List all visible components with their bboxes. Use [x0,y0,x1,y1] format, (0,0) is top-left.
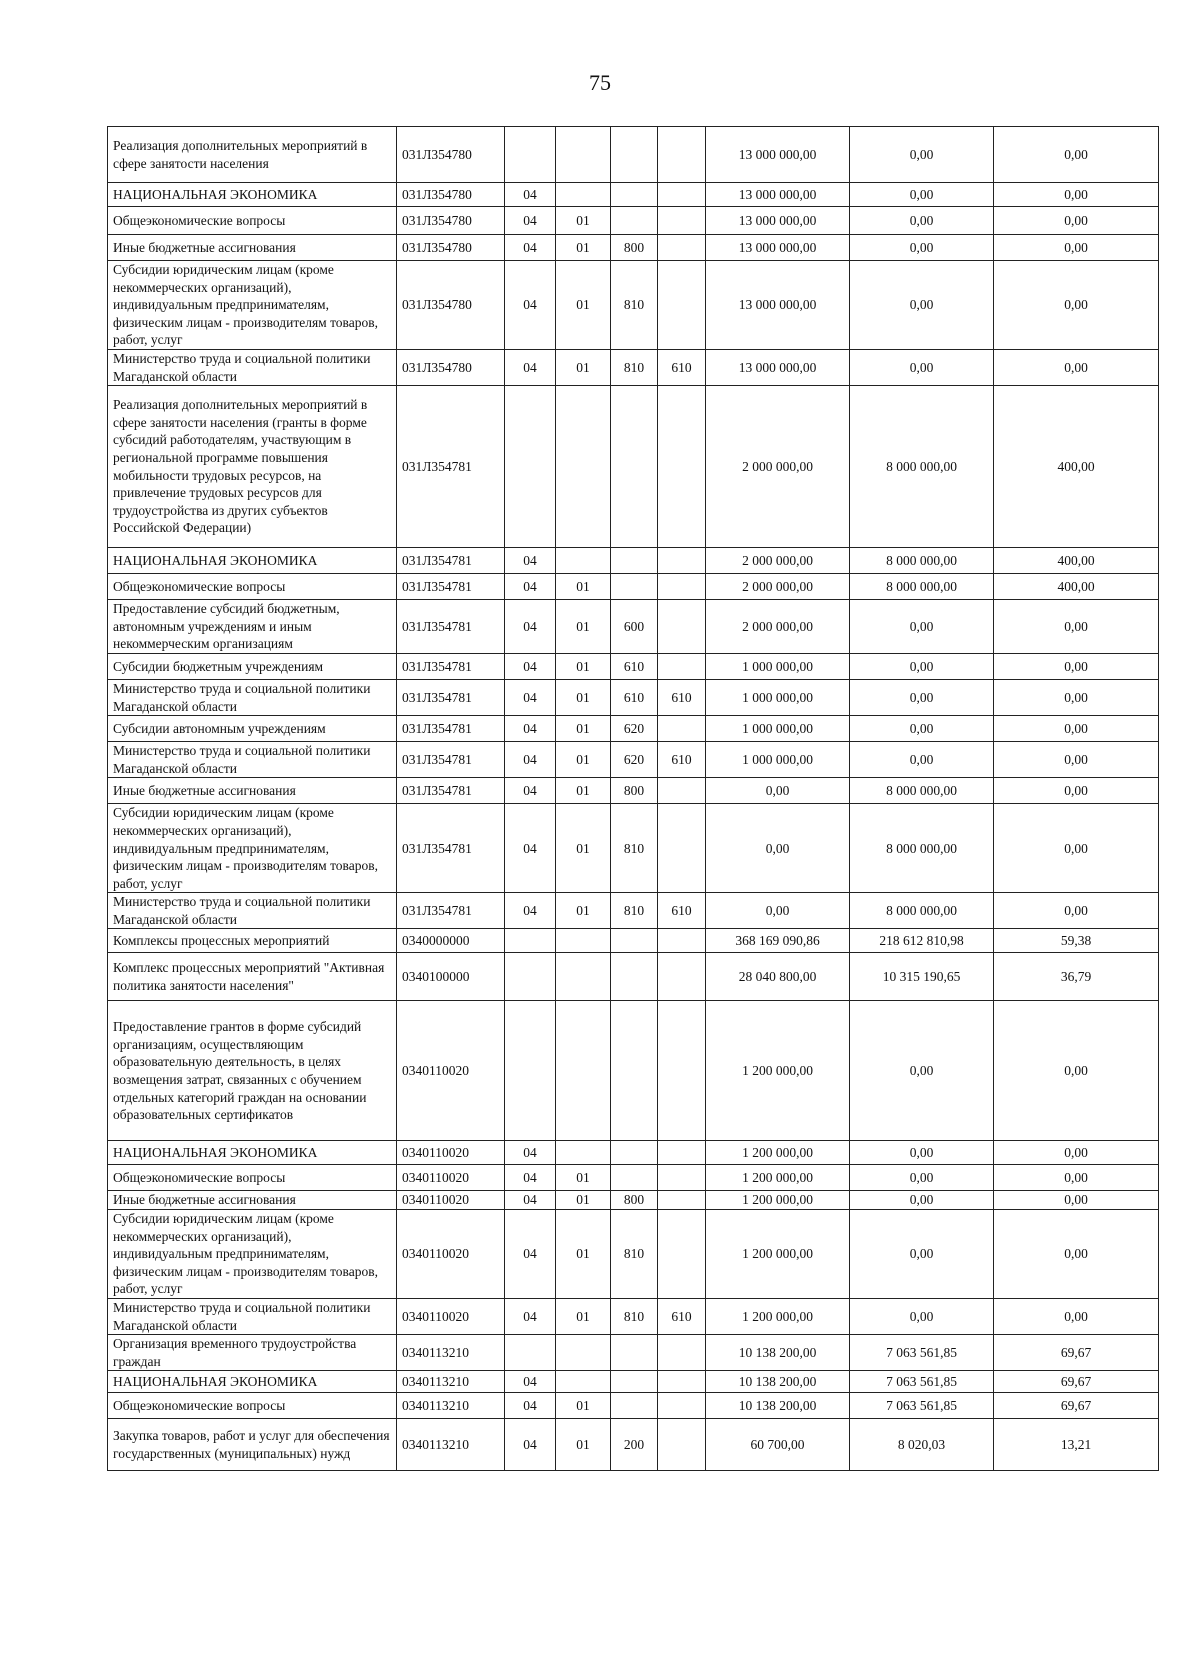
cell-code: 031Л354780 [397,207,505,235]
cell-section: 04 [505,778,556,804]
cell-code: 031Л354781 [397,386,505,548]
cell-plan: 1 200 000,00 [706,1001,850,1141]
cell-plan: 60 700,00 [706,1419,850,1471]
cell-code: 031Л354780 [397,127,505,183]
cell-percent: 36,79 [994,953,1159,1001]
cell-name: Иные бюджетные ассигнования [108,778,397,804]
table-row [108,235,1159,261]
cell-expense-type: 810 [611,349,658,385]
cell-plan: 1 200 000,00 [706,1141,850,1165]
cell-fact: 0,00 [850,600,994,654]
cell-fact: 7 063 561,85 [850,1393,994,1419]
cell-fact: 8 000 000,00 [850,778,994,804]
cell-code: 031Л354780 [397,183,505,207]
cell-subsection: 01 [556,1393,611,1419]
cell-plan: 1 200 000,00 [706,1165,850,1191]
table-row [108,929,1159,953]
cell-section: 04 [505,716,556,742]
table-row [108,548,1159,574]
cell-fact: 0,00 [850,1299,994,1335]
cell-percent: 0,00 [994,653,1159,679]
cell-section [505,386,556,548]
cell-plan: 10 138 200,00 [706,1371,850,1393]
cell-section [505,1001,556,1141]
table-row [108,1165,1159,1191]
cell-fact: 8 000 000,00 [850,386,994,548]
table-row [108,127,1159,183]
cell-plan: 2 000 000,00 [706,386,850,548]
cell-code: 031Л354781 [397,804,505,893]
cell-fact: 0,00 [850,261,994,350]
cell-subsection: 01 [556,574,611,600]
cell-expense-type [611,1371,658,1393]
cell-code: 031Л354780 [397,235,505,261]
cell-admin-code [658,1371,706,1393]
cell-name: Общеэкономические вопросы [108,207,397,235]
cell-section [505,127,556,183]
cell-section: 04 [505,1371,556,1393]
cell-subsection [556,953,611,1001]
table-row [108,183,1159,207]
cell-expense-type: 810 [611,893,658,929]
cell-expense-type [611,127,658,183]
cell-plan: 1 000 000,00 [706,653,850,679]
cell-name: Министерство труда и социальной политики Магаданской области [108,679,397,715]
cell-plan: 13 000 000,00 [706,261,850,350]
cell-section: 04 [505,742,556,778]
cell-admin-code: 610 [658,742,706,778]
cell-percent: 0,00 [994,1001,1159,1141]
cell-fact: 8 020,03 [850,1419,994,1471]
cell-expense-type [611,386,658,548]
cell-fact: 8 000 000,00 [850,548,994,574]
table-row [108,386,1159,548]
cell-admin-code: 610 [658,349,706,385]
cell-subsection: 01 [556,778,611,804]
cell-expense-type [611,929,658,953]
table-row [108,207,1159,235]
page-number: 75 [589,70,611,95]
cell-fact: 8 000 000,00 [850,893,994,929]
cell-expense-type [611,1141,658,1165]
cell-admin-code [658,1141,706,1165]
cell-expense-type: 600 [611,600,658,654]
cell-name: Министерство труда и социальной политики Магаданской области [108,349,397,385]
cell-percent: 400,00 [994,386,1159,548]
cell-subsection [556,386,611,548]
cell-fact: 0,00 [850,742,994,778]
cell-admin-code [658,1393,706,1419]
table-row [108,653,1159,679]
cell-fact: 8 000 000,00 [850,804,994,893]
cell-percent: 0,00 [994,207,1159,235]
cell-section: 04 [505,548,556,574]
cell-plan: 1 000 000,00 [706,742,850,778]
cell-subsection: 01 [556,653,611,679]
cell-code: 031Л354780 [397,349,505,385]
cell-code: 031Л354781 [397,653,505,679]
cell-code: 031Л354781 [397,600,505,654]
cell-expense-type: 610 [611,653,658,679]
cell-percent: 69,67 [994,1371,1159,1393]
cell-expense-type: 620 [611,716,658,742]
cell-name: Субсидии юридическим лицам (кроме некоммерческих организаций), индивидуальным предпринимателям, физическим лицам - производителям товаров, работ, услуг [108,1210,397,1299]
cell-percent: 59,38 [994,929,1159,953]
cell-plan: 1 000 000,00 [706,679,850,715]
cell-plan: 2 000 000,00 [706,574,850,600]
cell-subsection: 01 [556,261,611,350]
cell-percent: 69,67 [994,1335,1159,1371]
cell-section: 04 [505,1419,556,1471]
cell-name: Предоставление субсидий бюджетным, автономным учреждениям и иным некоммерческим организациям [108,600,397,654]
cell-code: 031Л354780 [397,261,505,350]
cell-code: 0340110020 [397,1141,505,1165]
cell-fact: 218 612 810,98 [850,929,994,953]
cell-code: 0340113210 [397,1335,505,1371]
cell-admin-code [658,183,706,207]
cell-code: 0340110020 [397,1299,505,1335]
cell-plan: 1 000 000,00 [706,716,850,742]
cell-section [505,929,556,953]
cell-plan: 28 040 800,00 [706,953,850,1001]
cell-code: 0340113210 [397,1393,505,1419]
cell-subsection [556,1371,611,1393]
cell-subsection: 01 [556,207,611,235]
cell-name: Реализация дополнительных мероприятий в сфере занятости населения [108,127,397,183]
cell-admin-code [658,804,706,893]
table-row [108,1393,1159,1419]
cell-admin-code [658,1191,706,1210]
cell-fact: 0,00 [850,1001,994,1141]
table-row [108,349,1159,385]
cell-subsection: 01 [556,1299,611,1335]
cell-section [505,1335,556,1371]
cell-admin-code: 610 [658,1299,706,1335]
cell-name: НАЦИОНАЛЬНАЯ ЭКОНОМИКА [108,548,397,574]
cell-fact: 0,00 [850,183,994,207]
cell-name: Министерство труда и социальной политики Магаданской области [108,1299,397,1335]
cell-subsection [556,929,611,953]
cell-plan: 2 000 000,00 [706,600,850,654]
table-row [108,1191,1159,1210]
cell-plan: 0,00 [706,804,850,893]
cell-plan: 13 000 000,00 [706,207,850,235]
cell-section: 04 [505,1299,556,1335]
cell-section: 04 [505,183,556,207]
cell-fact: 0,00 [850,1210,994,1299]
cell-subsection [556,183,611,207]
cell-expense-type [611,1165,658,1191]
table-row [108,261,1159,350]
cell-code: 031Л354781 [397,548,505,574]
cell-fact: 10 315 190,65 [850,953,994,1001]
cell-admin-code [658,1001,706,1141]
table-row [108,778,1159,804]
cell-plan: 0,00 [706,893,850,929]
cell-admin-code [658,1419,706,1471]
cell-subsection [556,127,611,183]
table-row [108,804,1159,893]
table-row [108,953,1159,1001]
cell-section: 04 [505,1141,556,1165]
cell-section: 04 [505,893,556,929]
cell-fact: 0,00 [850,235,994,261]
cell-subsection: 01 [556,1165,611,1191]
cell-percent: 0,00 [994,716,1159,742]
cell-expense-type [611,183,658,207]
cell-name: НАЦИОНАЛЬНАЯ ЭКОНОМИКА [108,183,397,207]
cell-fact: 0,00 [850,653,994,679]
cell-section: 04 [505,600,556,654]
cell-fact: 0,00 [850,716,994,742]
cell-section: 04 [505,1165,556,1191]
cell-admin-code [658,716,706,742]
cell-code: 031Л354781 [397,574,505,600]
table-row [108,1371,1159,1393]
cell-name: Иные бюджетные ассигнования [108,1191,397,1210]
cell-admin-code [658,1335,706,1371]
cell-code: 0340100000 [397,953,505,1001]
cell-section: 04 [505,679,556,715]
cell-code: 0340110020 [397,1210,505,1299]
cell-code: 031Л354781 [397,893,505,929]
cell-plan: 13 000 000,00 [706,349,850,385]
cell-fact: 0,00 [850,1165,994,1191]
cell-subsection [556,548,611,574]
cell-subsection: 01 [556,1191,611,1210]
cell-subsection: 01 [556,1210,611,1299]
cell-name: Министерство труда и социальной политики Магаданской области [108,893,397,929]
cell-code: 0340110020 [397,1001,505,1141]
cell-percent: 0,00 [994,804,1159,893]
cell-expense-type: 810 [611,261,658,350]
cell-name: Субсидии юридическим лицам (кроме некоммерческих организаций), индивидуальным предпринимателям, физическим лицам - производителям товаров, работ, услуг [108,804,397,893]
cell-name: НАЦИОНАЛЬНАЯ ЭКОНОМИКА [108,1371,397,1393]
cell-expense-type: 810 [611,1210,658,1299]
cell-code: 0340110020 [397,1165,505,1191]
cell-percent: 0,00 [994,183,1159,207]
cell-subsection: 01 [556,1419,611,1471]
table-row [108,1141,1159,1165]
cell-expense-type: 200 [611,1419,658,1471]
cell-plan: 10 138 200,00 [706,1393,850,1419]
cell-code: 0340113210 [397,1371,505,1393]
cell-section: 04 [505,1210,556,1299]
cell-expense-type: 800 [611,1191,658,1210]
cell-expense-type [611,548,658,574]
cell-expense-type: 800 [611,778,658,804]
cell-plan: 2 000 000,00 [706,548,850,574]
cell-plan: 1 200 000,00 [706,1299,850,1335]
budget-table [107,126,1159,1471]
cell-admin-code [658,953,706,1001]
cell-name: Иные бюджетные ассигнования [108,235,397,261]
cell-percent: 0,00 [994,1165,1159,1191]
cell-percent: 13,21 [994,1419,1159,1471]
table-row [108,893,1159,929]
cell-percent: 0,00 [994,349,1159,385]
cell-admin-code [658,574,706,600]
cell-code: 0340110020 [397,1191,505,1210]
cell-percent: 0,00 [994,679,1159,715]
cell-admin-code: 610 [658,679,706,715]
cell-expense-type: 620 [611,742,658,778]
cell-section: 04 [505,574,556,600]
cell-admin-code [658,207,706,235]
cell-code: 031Л354781 [397,778,505,804]
cell-admin-code [658,235,706,261]
cell-subsection [556,1141,611,1165]
cell-plan: 1 200 000,00 [706,1191,850,1210]
cell-name: Комплекс процессных мероприятий "Активная политика занятости населения" [108,953,397,1001]
cell-expense-type: 610 [611,679,658,715]
cell-percent: 400,00 [994,574,1159,600]
cell-name: Субсидии бюджетным учреждениям [108,653,397,679]
cell-fact: 0,00 [850,349,994,385]
cell-expense-type: 810 [611,804,658,893]
cell-code: 031Л354781 [397,716,505,742]
cell-percent: 0,00 [994,1191,1159,1210]
table-row [108,1335,1159,1371]
cell-admin-code [658,127,706,183]
cell-section: 04 [505,1393,556,1419]
table-row [108,742,1159,778]
cell-section: 04 [505,804,556,893]
cell-code: 031Л354781 [397,679,505,715]
cell-expense-type [611,1335,658,1371]
cell-admin-code [658,1165,706,1191]
cell-percent: 0,00 [994,1210,1159,1299]
table-row [108,679,1159,715]
cell-section: 04 [505,207,556,235]
table-row [108,1210,1159,1299]
cell-section: 04 [505,261,556,350]
cell-subsection: 01 [556,742,611,778]
cell-section [505,953,556,1001]
cell-name: Реализация дополнительных мероприятий в сфере занятости населения (гранты в форме субсидий работодателям, участвующим в региональной программе повышения мобильности трудовых ресурсов, на привлечение трудовых ресурсов для трудоустройства из других субъектов Российской Федерации) [108,386,397,548]
cell-percent: 0,00 [994,1141,1159,1165]
cell-percent: 0,00 [994,261,1159,350]
cell-admin-code [658,386,706,548]
cell-expense-type [611,1393,658,1419]
cell-subsection: 01 [556,893,611,929]
cell-percent: 0,00 [994,893,1159,929]
cell-admin-code [658,778,706,804]
cell-subsection: 01 [556,679,611,715]
cell-plan: 1 200 000,00 [706,1210,850,1299]
cell-code: 0340113210 [397,1419,505,1471]
cell-percent: 0,00 [994,235,1159,261]
cell-name: Закупка товаров, работ и услуг для обеспечения государственных (муниципальных) нужд [108,1419,397,1471]
cell-percent: 0,00 [994,600,1159,654]
cell-plan: 0,00 [706,778,850,804]
cell-code: 031Л354781 [397,742,505,778]
cell-fact: 0,00 [850,207,994,235]
cell-expense-type: 810 [611,1299,658,1335]
cell-name: Комплексы процессных мероприятий [108,929,397,953]
cell-plan: 13 000 000,00 [706,127,850,183]
cell-subsection: 01 [556,804,611,893]
table-body [108,127,1159,1471]
cell-fact: 0,00 [850,127,994,183]
table-row [108,1299,1159,1335]
cell-fact: 7 063 561,85 [850,1371,994,1393]
cell-plan: 13 000 000,00 [706,183,850,207]
cell-percent: 0,00 [994,742,1159,778]
cell-plan: 10 138 200,00 [706,1335,850,1371]
cell-name: Министерство труда и социальной политики Магаданской области [108,742,397,778]
table-row [108,1419,1159,1471]
cell-section: 04 [505,653,556,679]
cell-name: Субсидии автономным учреждениям [108,716,397,742]
cell-percent: 0,00 [994,1299,1159,1335]
cell-name: Общеэкономические вопросы [108,1393,397,1419]
cell-percent: 0,00 [994,778,1159,804]
cell-name: Организация временного трудоустройства граждан [108,1335,397,1371]
cell-expense-type: 800 [611,235,658,261]
cell-name: Общеэкономические вопросы [108,1165,397,1191]
cell-fact: 7 063 561,85 [850,1335,994,1371]
cell-admin-code [658,1210,706,1299]
cell-section: 04 [505,1191,556,1210]
cell-expense-type [611,207,658,235]
cell-fact: 0,00 [850,679,994,715]
cell-expense-type [611,953,658,1001]
cell-plan: 368 169 090,86 [706,929,850,953]
cell-fact: 0,00 [850,1191,994,1210]
cell-subsection [556,1335,611,1371]
cell-name: Предоставление грантов в форме субсидий организациям, осуществляющим образовательную деятельность, в целях возмещения затрат, связанных с обучением отдельных категорий граждан на основании образовательных сертификатов [108,1001,397,1141]
cell-fact: 8 000 000,00 [850,574,994,600]
cell-admin-code [658,929,706,953]
table-row [108,1001,1159,1141]
cell-code: 0340000000 [397,929,505,953]
table-row [108,600,1159,654]
cell-fact: 0,00 [850,1141,994,1165]
cell-subsection: 01 [556,349,611,385]
cell-subsection: 01 [556,716,611,742]
cell-admin-code [658,548,706,574]
table-row [108,574,1159,600]
cell-plan: 13 000 000,00 [706,235,850,261]
cell-subsection: 01 [556,600,611,654]
cell-subsection [556,1001,611,1141]
cell-subsection: 01 [556,235,611,261]
cell-percent: 69,67 [994,1393,1159,1419]
cell-admin-code [658,653,706,679]
cell-section: 04 [505,349,556,385]
cell-section: 04 [505,235,556,261]
cell-admin-code [658,261,706,350]
cell-name: Субсидии юридическим лицам (кроме некоммерческих организаций), индивидуальным предпринимателям, физическим лицам - производителям товаров, работ, услуг [108,261,397,350]
cell-admin-code: 610 [658,893,706,929]
cell-admin-code [658,600,706,654]
cell-expense-type [611,574,658,600]
cell-expense-type [611,1001,658,1141]
cell-name: Общеэкономические вопросы [108,574,397,600]
table-row [108,716,1159,742]
cell-percent: 0,00 [994,127,1159,183]
cell-name: НАЦИОНАЛЬНАЯ ЭКОНОМИКА [108,1141,397,1165]
cell-percent: 400,00 [994,548,1159,574]
